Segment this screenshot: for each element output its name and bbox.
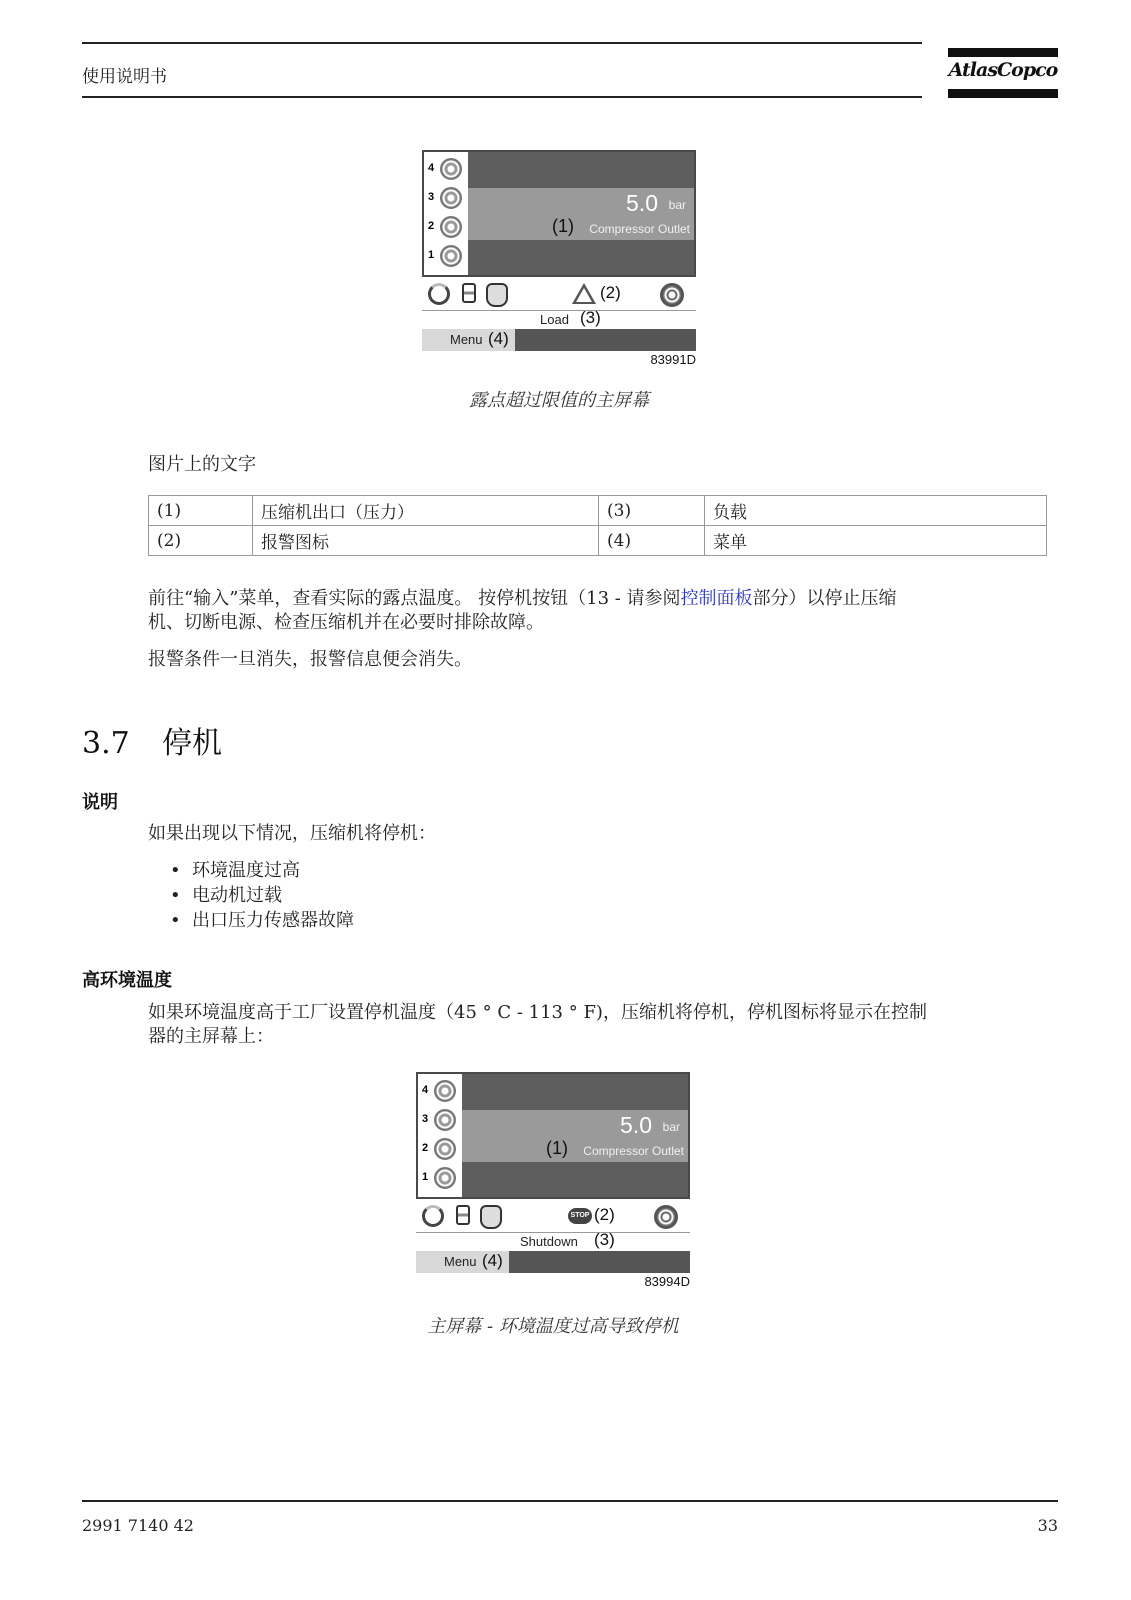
list-item: • 电动机过载 xyxy=(170,883,354,908)
screen-main-area xyxy=(422,150,696,277)
section-heading xyxy=(82,718,222,762)
compressor-3 xyxy=(422,1107,460,1135)
figure-caption: 露点超过限值的主屏幕 xyxy=(469,390,649,411)
warning-triangle-inner xyxy=(576,288,592,302)
screen-main-area xyxy=(416,1072,690,1199)
hand-service-icon xyxy=(486,283,508,307)
callout-2: (2) xyxy=(600,283,621,302)
motor-icon xyxy=(456,1205,470,1225)
header-bottom-rule xyxy=(82,96,922,98)
menu-bar xyxy=(416,1251,690,1273)
automatic-operation-icon xyxy=(428,283,450,305)
compressor-4 xyxy=(428,156,466,184)
figure-caption: 主屏幕 - 环境温度过高导致停机 xyxy=(427,1316,679,1337)
compressor-number: 2 xyxy=(422,1142,429,1154)
menu-bar xyxy=(422,329,696,351)
compressor-swirl-icon xyxy=(434,1109,456,1131)
compressor-swirl-icon xyxy=(440,216,462,238)
control-panel-link[interactable]: 控制面板 xyxy=(680,588,753,609)
legend-value: 负载 xyxy=(705,496,1047,526)
figure-code: 83994D xyxy=(644,1274,690,1289)
text-segment: 部分）以停止压缩 xyxy=(752,588,897,609)
compressor-number: 1 xyxy=(422,1171,429,1183)
compressor-number: 3 xyxy=(422,1113,429,1125)
compressor-number: 4 xyxy=(422,1084,429,1096)
instruction-line-1 xyxy=(148,587,1048,611)
pressure-unit: bar xyxy=(662,1120,680,1134)
compressor-swirl-icon xyxy=(434,1138,456,1160)
stop-icon: STOP xyxy=(568,1208,592,1224)
compressor-swirl-icon xyxy=(440,187,462,209)
compressor-4 xyxy=(422,1078,460,1106)
compressor-number: 1 xyxy=(428,249,435,261)
high-temp-line-2: 器的主屏幕上： xyxy=(148,1026,274,1047)
list-item: • 出口压力传感器故障 xyxy=(170,908,354,933)
instruction-line-2: 机、切断电源、检查压缩机并在必要时排除故障。 xyxy=(148,612,544,633)
controller-screen-dewpoint xyxy=(422,150,696,368)
footer-rule xyxy=(82,1500,1058,1502)
compressor-swirl-icon xyxy=(440,245,462,267)
compressor-icon-column xyxy=(418,1074,462,1197)
pressure-value: 5.0 xyxy=(620,1112,652,1138)
logo-top-bar xyxy=(948,48,1058,57)
header-top-rule xyxy=(82,42,922,44)
compressor-icon-column xyxy=(424,152,468,275)
callout-1: (1) xyxy=(552,216,574,236)
pressure-value: 5.0 xyxy=(626,190,658,216)
menu-button[interactable]: Menu xyxy=(444,1254,477,1269)
logo-bottom-bar xyxy=(948,89,1058,98)
compressor-2 xyxy=(422,1136,460,1164)
callout-3: (3) xyxy=(594,1230,615,1249)
compressor-outlet-label: Compressor Outlet xyxy=(583,1144,684,1158)
compressor-status-icon xyxy=(660,283,684,307)
callout-4: (4) xyxy=(482,1251,503,1270)
legend-key: (4) xyxy=(599,526,705,556)
legend-key: (2) xyxy=(149,526,253,556)
shutdown-intro: 如果出现以下情况，压缩机将停机： xyxy=(148,823,436,844)
text-segment: 前往“输入”菜单，查看实际的露点温度。 按停机按钮（13 - 请参阅 xyxy=(148,588,681,609)
status-icon-row xyxy=(416,1199,690,1233)
logo-text: AtlasCopco xyxy=(948,59,1058,81)
compressor-swirl-icon xyxy=(440,158,462,180)
legend-value: 报警图标 xyxy=(253,526,599,556)
document-number: 2991 7140 42 xyxy=(82,1516,194,1535)
high-temp-line-1: 如果环境温度高于工厂设置停机温度（45 ° C - 113 ° F)，压缩机将停机，停机图标将显示在控制 xyxy=(148,1002,927,1023)
legend-value: 压缩机出口（压力） xyxy=(253,496,599,526)
screen-separator xyxy=(416,1232,690,1233)
table-row xyxy=(149,496,1047,526)
legend-value: 菜单 xyxy=(705,526,1047,556)
menu-button[interactable]: Menu xyxy=(450,332,483,347)
warning-triangle-icon xyxy=(572,283,596,304)
automatic-operation-icon xyxy=(422,1205,444,1227)
hand-service-icon xyxy=(480,1205,502,1229)
callout-1: (1) xyxy=(546,1138,568,1158)
high-temp-paragraph xyxy=(148,1001,1048,1049)
table-row xyxy=(149,526,1047,556)
motor-icon xyxy=(462,283,476,303)
document-title: 使用说明书 xyxy=(82,67,167,87)
legend-table xyxy=(148,495,1047,556)
callout-2: (2) xyxy=(594,1205,615,1224)
legend-key: (3) xyxy=(599,496,705,526)
compressor-1 xyxy=(428,243,466,271)
compressor-1 xyxy=(422,1165,460,1193)
status-icon-row xyxy=(422,277,696,311)
list-item: • 环境温度过高 xyxy=(170,858,354,883)
callout-4: (4) xyxy=(488,329,509,348)
compressor-status-icon xyxy=(654,1205,678,1229)
figure-code: 83991D xyxy=(650,352,696,367)
shutdown-conditions-list xyxy=(170,858,354,933)
page-number: 33 xyxy=(1037,1516,1058,1535)
subheading-description: 说明 xyxy=(82,792,118,813)
section-number: 3.7 xyxy=(82,726,130,761)
callout-3: (3) xyxy=(580,308,601,327)
operation-state: Shutdown xyxy=(520,1234,578,1249)
controller-screen-shutdown xyxy=(416,1072,690,1290)
section-title: 停机 xyxy=(162,726,222,761)
legend-heading: 图片上的文字 xyxy=(148,454,256,475)
alarm-clear-paragraph: 报警条件一旦消失，报警信息便会消失。 xyxy=(148,649,472,670)
atlas-copco-logo xyxy=(948,48,1058,102)
screen-separator xyxy=(422,310,696,311)
compressor-number: 2 xyxy=(428,220,435,232)
instruction-paragraph xyxy=(148,587,1048,635)
compressor-swirl-icon xyxy=(434,1167,456,1189)
pressure-unit: bar xyxy=(668,198,686,212)
operation-state: Load xyxy=(540,312,569,327)
subheading-high-ambient-temp: 高环境温度 xyxy=(82,970,172,991)
compressor-3 xyxy=(428,185,466,213)
compressor-outlet-label: Compressor Outlet xyxy=(589,222,690,236)
compressor-2 xyxy=(428,214,466,242)
compressor-swirl-icon xyxy=(434,1080,456,1102)
compressor-number: 4 xyxy=(428,162,435,174)
legend-key: (1) xyxy=(149,496,253,526)
compressor-number: 3 xyxy=(428,191,435,203)
